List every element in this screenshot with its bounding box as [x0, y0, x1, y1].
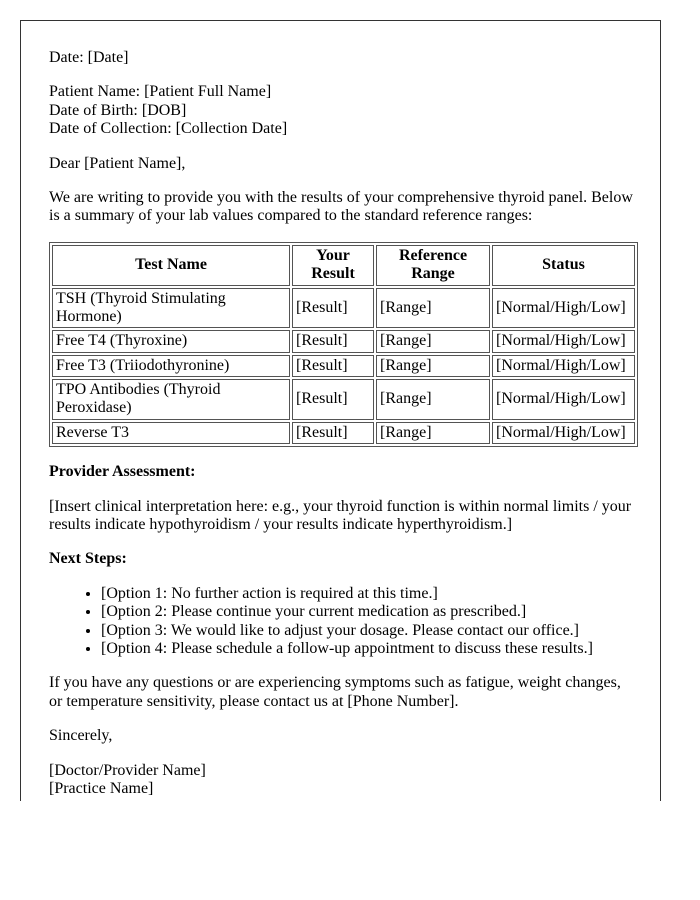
intro-paragraph: We are writing to provide you with the results of your comprehensive thyroid panel. Below is a summary of your lab values compared to the standard reference ranges:	[49, 188, 633, 225]
next-steps-list	[49, 585, 638, 659]
table-row-free-t3	[52, 355, 635, 377]
dob-line: Date of Birth: [DOB]	[49, 101, 187, 119]
next-step-item: • [Option 3: We would like to adjust your dosage. Please contact our office.]	[101, 622, 638, 640]
next-step-item: • [Option 4: Please schedule a follow-up appointment to discuss these results.]	[101, 640, 638, 658]
cell-range: [Range]	[376, 288, 490, 329]
cell-result: [Result]	[292, 355, 374, 377]
table-header-row	[52, 245, 635, 286]
header-status: Status	[492, 245, 635, 286]
cell-range: [Range]	[376, 355, 490, 377]
cell-status: [Normal/High/Low]	[492, 379, 635, 420]
next-steps-heading: Next Steps:	[49, 550, 127, 568]
table-row-free-t4	[52, 330, 635, 352]
cell-status: [Normal/High/Low]	[492, 355, 635, 377]
letter-page	[20, 20, 661, 801]
patient-info-block	[49, 83, 638, 138]
cell-status: [Normal/High/Low]	[492, 330, 635, 352]
provider-assessment-text: [Insert clinical interpretation here: e.g., your thyroid function is within normal limits / your results indicate hypothyroidism / your results indicate hyperthyroidism.]	[49, 497, 632, 534]
cell-result: [Result]	[292, 422, 374, 444]
header-test-name: Test Name	[52, 245, 290, 286]
cell-range: [Range]	[376, 422, 490, 444]
cell-test-name: Free T4 (Thyroxine)	[52, 330, 290, 352]
cell-result: [Result]	[292, 330, 374, 352]
contact-paragraph: If you have any questions or are experiencing symptoms such as fatigue, weight changes, or temperature sensitivity, please contact us at [Phone Number].	[49, 674, 621, 710]
lab-results-table	[49, 242, 638, 448]
table-row-tpo	[52, 379, 635, 420]
cell-test-name: TPO Antibodies (Thyroid Peroxidase)	[52, 379, 290, 420]
cell-result: [Result]	[292, 379, 374, 420]
collection-date-line: Date of Collection: [Collection Date]	[49, 120, 288, 138]
patient-name-line: Patient Name: [Patient Full Name]	[49, 83, 272, 101]
provider-assessment-heading: Provider Assessment:	[49, 463, 196, 481]
cell-result: [Result]	[292, 288, 374, 329]
next-step-item: • [Option 2: Please continue your current medication as prescribed.]	[101, 603, 638, 621]
table-row-reverse-t3	[52, 422, 635, 444]
cell-status: [Normal/High/Low]	[492, 288, 635, 329]
date-line: Date: [Date]	[49, 49, 129, 66]
header-your-result: Your Result	[292, 245, 374, 286]
header-reference-range: Reference Range	[376, 245, 490, 286]
signoff: Sincerely,	[49, 727, 113, 745]
cell-status: [Normal/High/Low]	[492, 422, 635, 444]
cell-test-name: Reverse T3	[52, 422, 290, 444]
cell-test-name: Free T3 (Triiodothyronine)	[52, 355, 290, 377]
table-row-tsh	[52, 288, 635, 329]
cell-test-name: TSH (Thyroid Stimulating Hormone)	[52, 288, 290, 329]
cell-range: [Range]	[376, 379, 490, 420]
cell-range: [Range]	[376, 330, 490, 352]
signature-practice: [Practice Name]	[49, 779, 154, 797]
salutation: Dear [Patient Name],	[49, 154, 186, 172]
signature-block	[49, 762, 638, 799]
next-step-item: • [Option 1: No further action is required at this time.]	[101, 585, 638, 603]
signature-doctor: [Doctor/Provider Name]	[49, 761, 206, 779]
